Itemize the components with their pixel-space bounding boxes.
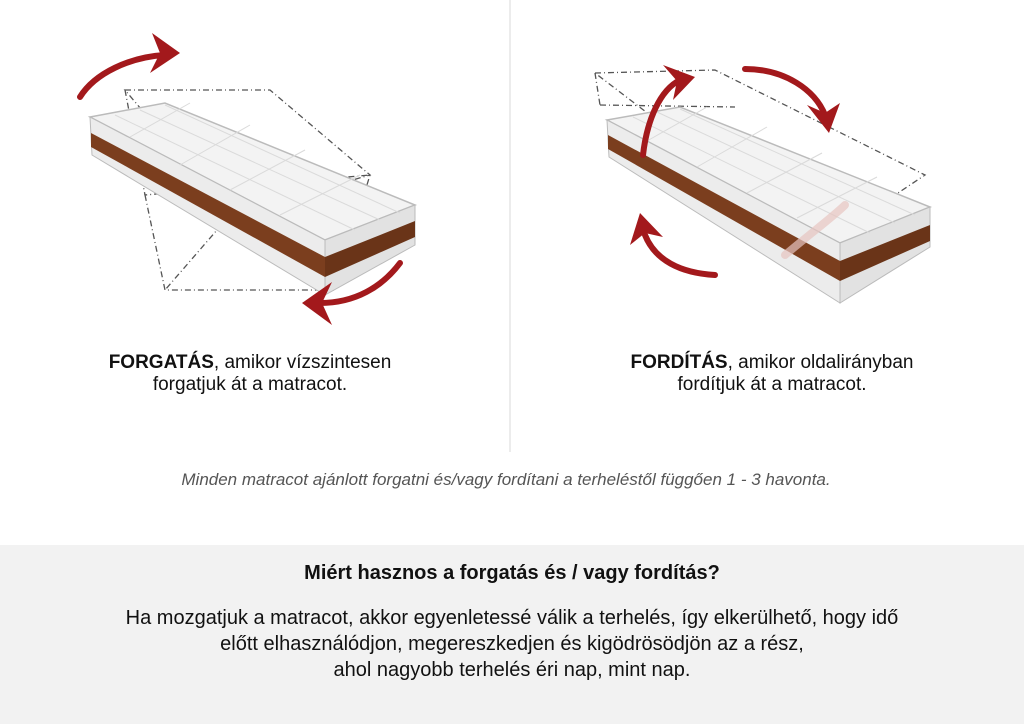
- flip-caption: [582, 352, 962, 396]
- rotation-illustration: [70, 25, 430, 335]
- flip-term: FORDÍTÁS: [630, 352, 728, 373]
- flip-caption-line1: , amikor oldalirányban: [727, 352, 914, 373]
- info-body: [20, 605, 1004, 683]
- mattress-illustration: [90, 103, 415, 295]
- mattress-illustration: [607, 107, 930, 303]
- info-section: [0, 545, 1024, 724]
- rotation-caption: [60, 352, 440, 396]
- info-line-2: előtt elhasználódjon, megereszkedjen és kigödrösödjön az a rész,: [220, 633, 804, 655]
- panel-divider: [509, 0, 511, 452]
- rotation-caption-line2: forgatjuk át a matracot.: [152, 374, 348, 395]
- flip-caption-line2: fordítjuk át a matracot.: [677, 374, 867, 395]
- rotation-term: FORGATÁS: [108, 352, 214, 373]
- info-line-3: ahol nagyobb terhelés éri nap, mint nap.: [333, 659, 691, 681]
- flip-illustration: [585, 55, 945, 315]
- frequency-note: Minden matracot ajánlott forgatni és/vagy fordítani a terheléstől függően 1 - 3 havonta.: [181, 470, 831, 489]
- rotation-caption-line1: , amikor vízszintesen: [213, 352, 392, 373]
- info-line-1: Ha mozgatjuk a matracot, akkor egyenletessé válik a terhelés, így elkerülhető, hogy idő: [125, 607, 899, 629]
- info-heading: Miért hasznos a forgatás és / vagy fordítás?: [304, 562, 720, 584]
